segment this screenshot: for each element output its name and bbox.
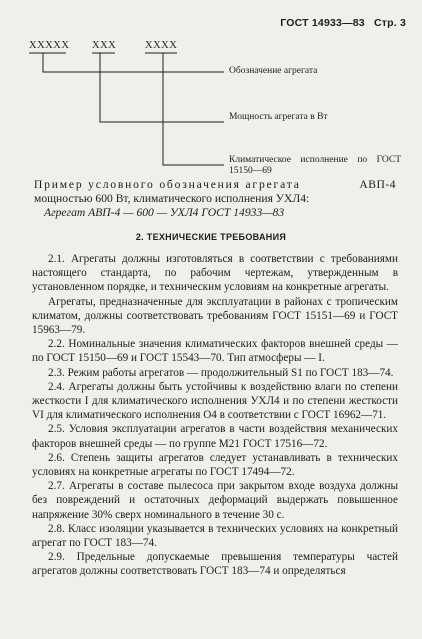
paragraph-2-6: 2.6. Степень защиты агрегатов следует устанавливать в технических условиях на конкретные агрегаты по ГОСТ 17494—72. [32,451,398,479]
leader-line-3 [163,53,224,165]
section-title: 2. ТЕХНИЧЕСКИЕ ТРЕБОВАНИЯ [135,232,287,242]
paragraph-2-1: 2.1. Агрегаты должны изготовляться в соответствии с требованиями настоящего стандарта, по рабочим чертежам, утвержденным в установленном порядке, и техническим условиям на конкретные агрегаты. [32,253,398,294]
paragraph-2-8: 2.8. Класс изоляции указывается в технических условиях на конкретный агрегат по ГОСТ 183—74. [32,522,398,550]
code-power: ХХХ [92,40,117,51]
leader-line-1 [43,53,224,72]
label-aggregate-power: Мощность агрегата в Вт [229,112,328,122]
example-full-designation: Агрегат АВП-4 — 600 — УХЛ4 ГОСТ 14933—83 [44,206,285,219]
paragraph-2-4: 2.4. Агрегаты должны быть устойчивы к воздействию влаги по степени жесткости I для климатического исполнения УХЛ4 и по степени жесткости VI для климатического исполнения О4 в соответствии с ГОСТ 16962—71. [32,380,398,422]
leader-line-2 [100,53,224,122]
page-number: Стр. 3 [373,17,406,29]
designation-scheme-diagram [0,0,422,200]
label-aggregate-designation: Обозначение агрегата [229,66,318,76]
code-aggregate: ХХХХХ [29,40,70,51]
code-climate: ХХХХ [145,40,178,51]
paragraph-2-1-tropical: Агрегаты, предназначенные для эксплуатации в районах с тропическим климатом, должны соответствовать требованиям ГОСТ 15151—69 и ГОСТ 15963—79. [32,295,398,337]
paragraph-2-9: 2.9. Предельные допускаемые превышения температуры частей агрегатов должны соответствовать ГОСТ 183—74 и определяться [32,551,398,578]
example-description: мощностью 600 Вт, климатического исполнения УХЛ4: [34,192,310,205]
paragraph-2-7: 2.7. Агрегаты в составе пылесоса при закрытом входе воздуха должны без повреждений и остаточных деформаций выдержать повышенное напряжение 30% сверх номинального в течение 30 с. [32,480,398,521]
label-climate-standard: 15150—69 [229,166,272,176]
example-designation: АВП-4 [359,178,396,191]
label-climate-version: Климатическое исполнение по ГОСТ [229,155,401,165]
paragraph-2-3: 2.3. Режим работы агрегатов — продолжительный S1 по ГОСТ 183—74. [48,366,394,379]
standard-number: ГОСТ 14933—83 [280,17,365,29]
section-body [32,252,398,579]
example-title: Пример условного обозначения агрегата [34,178,301,191]
paragraph-2-2: 2.2. Номинальные значения климатических факторов внешней среды — по ГОСТ 15150—69 и ГОСТ 15543—70. Тип атмосферы — I. [32,338,398,365]
paragraph-2-5: 2.5. Условия эксплуатации агрегатов в части воздействия механических факторов внешней среды — по группе М21 ГОСТ 17516—72. [32,423,398,450]
designation-example [34,178,396,220]
